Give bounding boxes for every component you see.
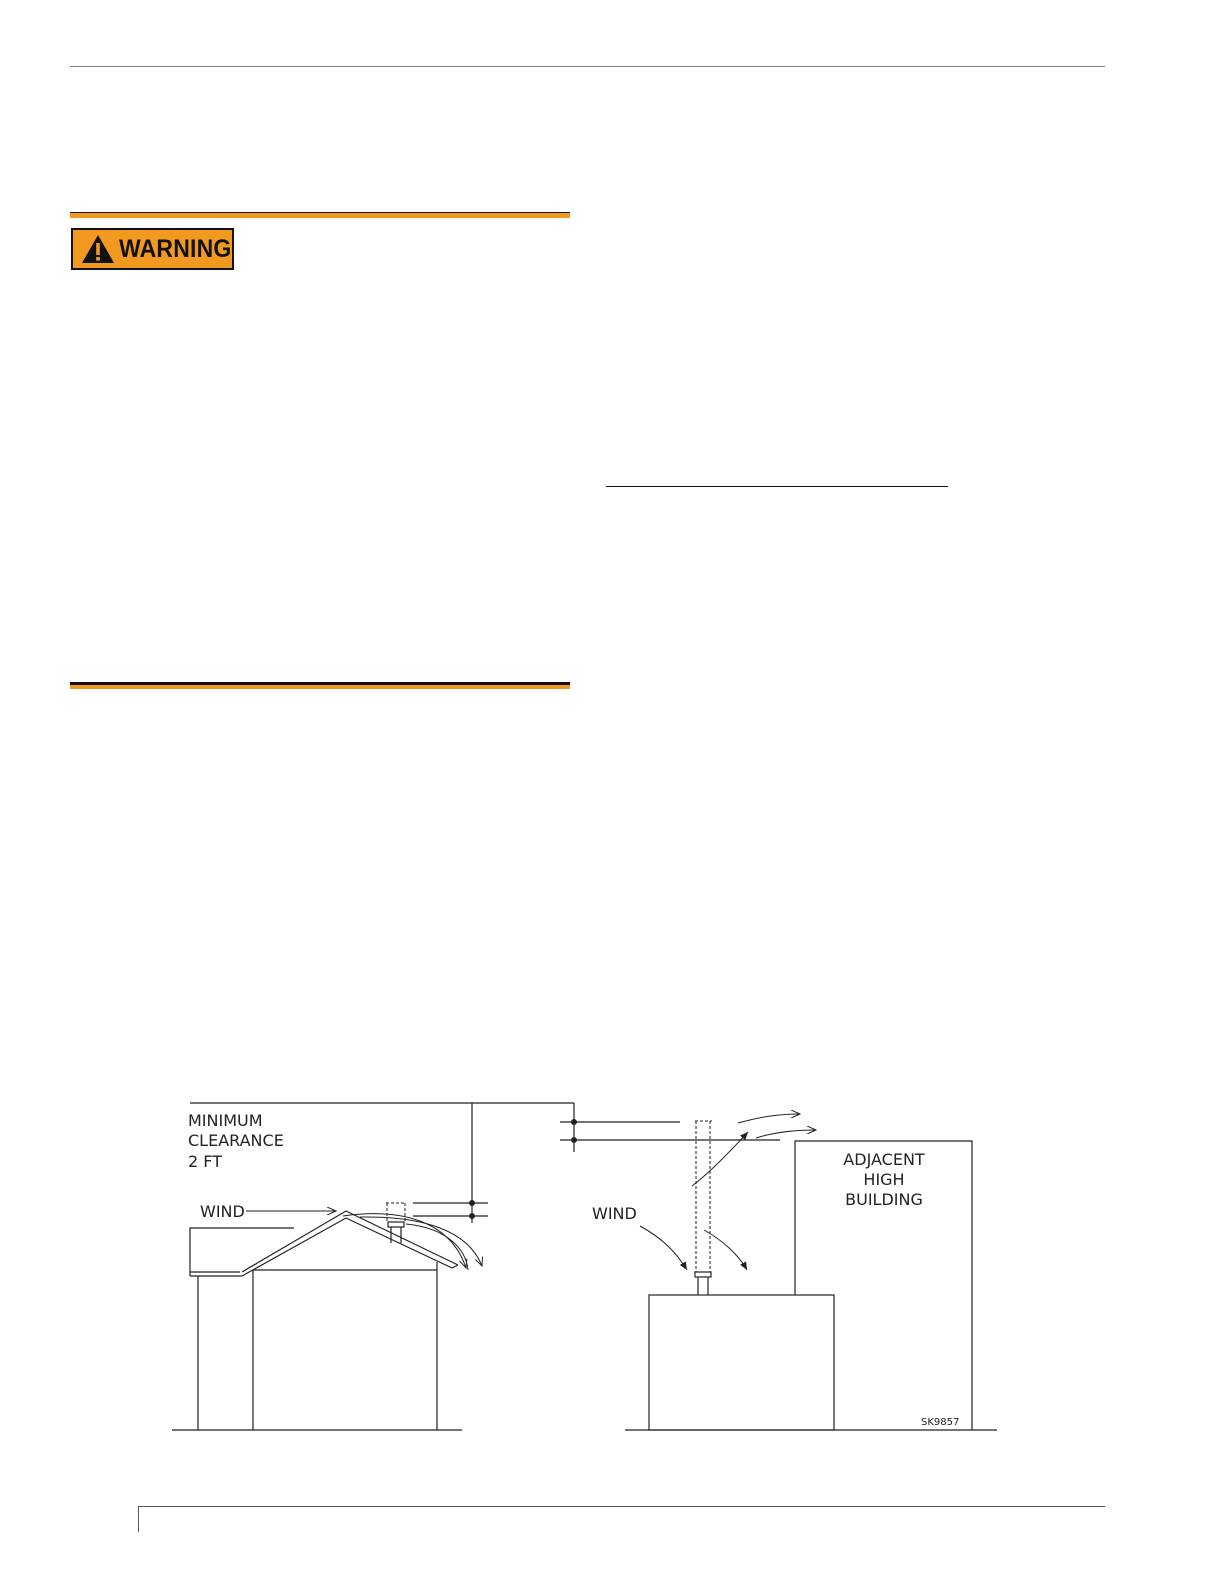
warning-badge (71, 228, 234, 270)
warning-triangle-icon (81, 234, 115, 264)
clearance-label-line1: MINIMUM (188, 1111, 263, 1130)
clearance-label-line3: 2 FT (188, 1152, 222, 1171)
header-rule (70, 66, 1105, 67)
right-wind-label: WIND (592, 1204, 637, 1223)
warning-bottom-rule (70, 682, 570, 689)
clearance-label-line2: CLEARANCE (188, 1131, 284, 1150)
warning-top-rule (70, 212, 570, 218)
footer-tick (138, 1506, 139, 1532)
section-underline (606, 486, 948, 487)
building-label-line2: HIGH (863, 1170, 905, 1189)
footer-rule (138, 1506, 1105, 1507)
figure-code: SK9857 (921, 1417, 960, 1428)
building-label-line1: ADJACENT (843, 1150, 925, 1169)
building-label-line3: BUILDING (845, 1190, 923, 1209)
left-house-diagram (172, 1103, 574, 1430)
left-wind-label: WIND (200, 1202, 245, 1221)
vent-clearance-diagram (160, 1090, 1020, 1440)
vent-clearance-figure (160, 1090, 1020, 1440)
right-building-diagram (560, 1103, 997, 1430)
warning-label: WARNING (119, 234, 232, 263)
